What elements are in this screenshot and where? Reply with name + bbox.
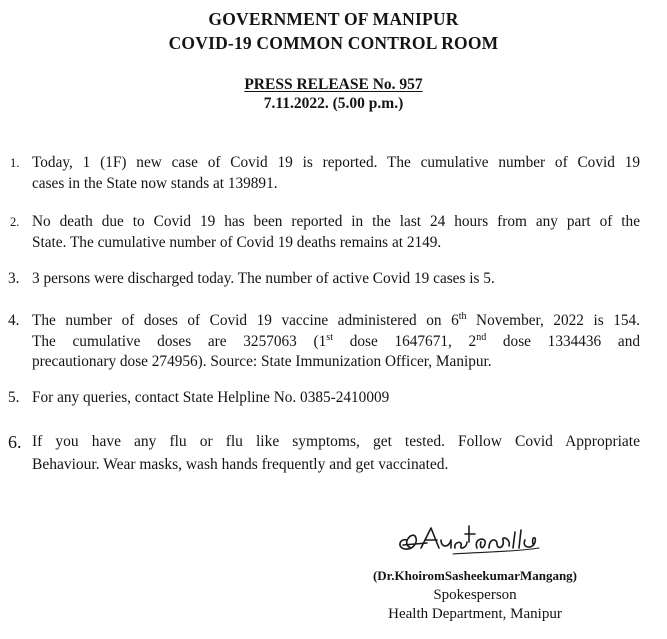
item-text-line: 3 persons were discharged today. The number of active Covid 19 cases is 5. xyxy=(32,270,495,287)
item-number: 3. xyxy=(8,270,20,287)
item-text-line: precautionary dose 274956). Source: State Immunization Officer, Manipur. xyxy=(32,353,492,370)
item-number: 4. xyxy=(8,312,20,329)
list-item xyxy=(8,153,640,194)
item-text-part: The number of doses of Covid 19 vaccine administered on 6 xyxy=(32,312,459,329)
list-item xyxy=(8,212,640,253)
item-text-part: The cumulative doses are 3257063 (1 xyxy=(32,332,327,350)
signatory-department: Health Department, Manipur xyxy=(388,606,562,622)
item-text-line xyxy=(32,311,640,332)
signatory-role: Spokesperson xyxy=(433,587,517,603)
list-item xyxy=(8,431,640,476)
item-text-line: State. The cumulative number of Covid 19 deaths remains at 2149. xyxy=(32,233,442,251)
government-heading: GOVERNMENT OF MANIPUR xyxy=(208,9,459,29)
item-number: 2. xyxy=(10,215,20,229)
press-release-number: PRESS RELEASE No. 957 xyxy=(244,76,423,93)
item-text-part: dose 1647671, 2 xyxy=(332,332,477,350)
control-room-heading: COVID-19 COMMON CONTROL ROOM xyxy=(168,33,499,53)
item-text-line xyxy=(32,332,640,353)
release-date-time: 7.11.2022. (5.00 p.m.) xyxy=(263,95,404,112)
ordinal-suffix: th xyxy=(458,310,467,322)
item-text-part: dose 1334436 and xyxy=(486,332,641,350)
ordinal-suffix: nd xyxy=(476,331,487,343)
item-text-part: November, 2022 is 154. xyxy=(466,312,640,329)
item-number: 5. xyxy=(8,389,20,406)
ordinal-suffix: st xyxy=(326,331,333,343)
signatory-name: (Dr.KhoiromSasheekumarMangang) xyxy=(372,568,578,583)
list-item xyxy=(8,269,640,290)
list-item xyxy=(8,311,640,373)
item-text-line: For any queries, contact State Helpline No. 0385-2410009 xyxy=(32,389,390,406)
item-text-line: If you have any flu or flu like symptoms, get tested. Follow Covid Appropriate xyxy=(32,433,640,450)
item-text-line: Behaviour. Wear masks, wash hands frequently and get vaccinated. xyxy=(32,455,449,473)
item-text-line: Today, 1 (1F) new case of Covid 19 is reported. The cumulative number of Covid 19 xyxy=(32,154,640,171)
handwritten-signature xyxy=(393,518,553,560)
item-number: 1. xyxy=(10,156,20,170)
item-text-line: No death due to Covid 19 has been reported in the last 24 hours from any part of the xyxy=(32,213,640,230)
item-text-line: cases in the State now stands at 139891. xyxy=(32,174,278,192)
list-item xyxy=(8,388,640,409)
item-number: 6. xyxy=(8,432,22,452)
